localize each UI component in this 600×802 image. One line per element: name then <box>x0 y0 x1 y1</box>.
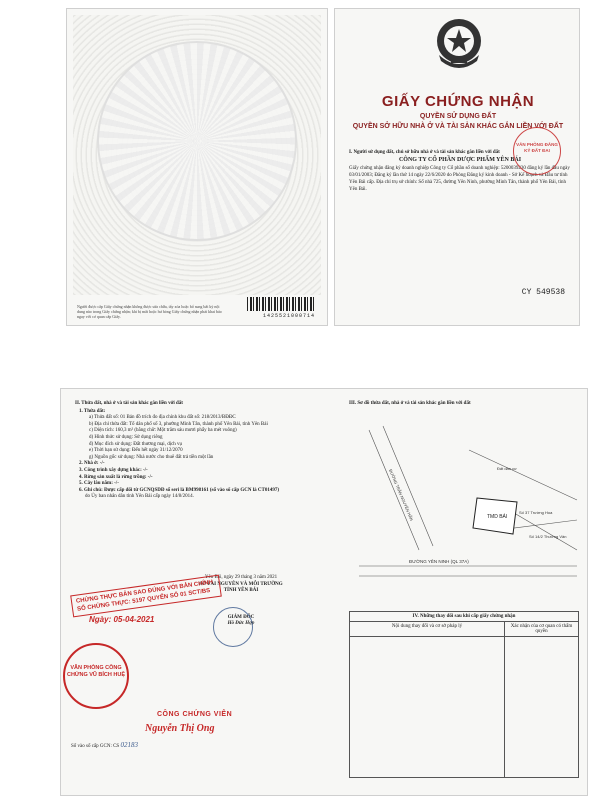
rosette-watermark <box>97 41 297 241</box>
barcode-number: 1425521000714 <box>262 313 315 319</box>
other-asset-line: 4. Rừng sản xuất là rừng trồng: -/- <box>79 474 153 480</box>
changes-col-confirm: Xác nhận của cơ quan có thẩm quyền <box>510 624 573 634</box>
other-asset-line: 2. Nhà ở: -/- <box>79 461 105 467</box>
warning-note: Người được cấp Giấy chứng nhận không được sửa chữa, tẩy xóa hoặc bổ sung bất kỳ nội dung nào trong Giấy chứng nhận; khi bị mất hoặc hư hỏng Giấy chứng nhận phải khai báo ngay với cơ quan cấp Giấy. <box>77 304 222 319</box>
road-label-b: Số 37 Trường Hoa <box>519 509 553 515</box>
changes-col-content: Nội dung thay đổi và cơ sở pháp lý <box>350 622 505 636</box>
land-line: e) Thời hạn sử dụng: Đến hết ngày 31/12/2070 <box>89 448 183 454</box>
other-asset-line: 3. Công trình xây dựng khác: -/- <box>79 467 148 473</box>
certificate-inner-page <box>60 388 588 796</box>
certificate-front-page <box>334 8 580 326</box>
signer-name: Hồ Đức Hợp <box>227 621 255 626</box>
land-line: a) Thửa đất số: 01 Bản đồ trích đo địa chính khu đất số: 218/2013/BĐĐC <box>89 415 236 421</box>
notary-title: CÔNG CHỨNG VIÊN <box>157 711 233 718</box>
road-label-a: ĐƯỜNG TRẦN NGUYÊN HÃN <box>388 468 415 522</box>
land-line: d) Hình thức sử dụng: Sử dụng riêng <box>89 434 163 440</box>
plot-label: TMD BÁI <box>487 513 508 520</box>
certificate-back-page <box>66 8 328 326</box>
road-label-d: Đất dân cư <box>497 465 517 471</box>
guilloche-pattern <box>73 15 321 295</box>
land-line: b) Địa chỉ thửa đất: Tổ dân phố số 3, phường Minh Tân, thành phố Yên Bái, tỉnh Yên Bái <box>89 421 268 427</box>
serial-number: CY 549538 <box>521 288 565 297</box>
road-edge-line <box>383 426 433 546</box>
land-details-section <box>75 401 337 501</box>
sign-organization: SỞ TÀI NGUYÊN VÀ MÔI TRƯỜNG <box>199 581 283 587</box>
section-3-heading: III. Sơ đồ thửa đất, nhà ở và tài sản khác gắn liền với đất <box>349 401 471 406</box>
road-edge-line <box>369 430 419 550</box>
boundary-line <box>469 450 577 500</box>
changes-cell <box>505 637 578 777</box>
section-2-heading: II. Thửa đất, nhà ở và tài sản khác gắn liền với đất <box>75 401 183 406</box>
note-line: do Ủy ban nhân dân tỉnh Yên Bái cấp ngày 14/8/2014. <box>85 494 194 500</box>
plot-map <box>349 410 579 588</box>
registration-value: 02183 <box>120 741 138 749</box>
owner-details: Giấy chứng nhận đăng ký doanh nghiệp Công ty Cổ phần số doanh nghiệp: 5200039230 đăng ký lần đầu ngày 03/01/2003; Đăng ký lần thứ 14 ngày 22/6/2020 do Phòng Đăng ký kinh doanh - Sở Kế hoạch và Đầu tư tỉnh Yên Bái cấp. Địa chỉ trụ sở chính: Số nhà 725, đường Yên Ninh, phường Minh Tân, thành phố Yên Bái, tỉnh Yên Bái. <box>349 166 570 192</box>
note-line: 6. Ghi chú: Được cấp đổi từ GCNQSDĐ số seri là BM998161 (số vào sổ cấp GCN là CT01497) <box>79 487 280 493</box>
land-line: g) Nguồn gốc sử dụng: Nhà nước cho thuê đất trả tiền một lần <box>89 454 214 460</box>
registration-label: Số vào sổ cấp GCN: CS <box>71 744 120 749</box>
sign-title: GIÁM ĐỐC <box>227 614 255 620</box>
certificate-title: GIẤY CHỨNG NHẬN <box>381 93 535 110</box>
department-seal-icon <box>213 607 253 647</box>
changes-table-header <box>350 622 578 637</box>
land-plot-heading: 1. Thửa đất: <box>79 408 106 414</box>
road-label-main: ĐƯỜNG YÊN NINH (QL 37A) <box>409 558 469 564</box>
changes-table <box>349 611 579 778</box>
certificate-subtitle-1: QUYỀN SỬ DỤNG ĐẤT <box>419 113 497 120</box>
registration-number <box>71 741 138 749</box>
national-emblem-icon <box>431 15 487 73</box>
plot-map-drawing <box>349 410 579 588</box>
sign-date: Yên Bái, ngày 29 tháng 3 năm 2021 <box>204 575 278 580</box>
sign-province: TỈNH YÊN BÁI <box>223 588 259 593</box>
changes-cell <box>350 637 505 777</box>
owner-company-name: CÔNG TY CỔ PHẦN DƯỢC PHẨM YÊN BÁI <box>398 157 522 163</box>
notary-office-seal: VĂN PHÒNG CÔNG CHỨNG VŨ BÍCH HUỆ <box>63 643 129 709</box>
other-asset-line: 5. Cây lâu năm: -/- <box>79 481 119 487</box>
registration-office-seal: VĂN PHÒNG ĐĂNG KÝ ĐẤT ĐAI <box>513 127 561 175</box>
land-line: đ) Mục đích sử dụng: Đất thương mại, dịch vụ <box>89 441 183 447</box>
plot-diagram-section <box>349 401 581 588</box>
section-4-heading: IV. Những thay đổi sau khi cấp giấy chứng nhận <box>350 612 578 622</box>
copy-certification-stamp: CHỨNG THỰC BẢN SAO ĐÚNG VỚI BẢN CHÍNH SỐ CHỨNG THỰC: 5197 QUYỂN SỐ 01 SCT/BS <box>70 575 222 618</box>
section-1-heading: I. Người sử dụng đất, chủ sở hữu nhà ở và tài sản khác gắn liền với đất <box>349 150 500 155</box>
copy-certification-date: Ngày: 05-04-2021 <box>89 615 155 624</box>
land-line: c) Diện tích: 160,3 m² (bằng chữ: Một trăm sáu mươi phẩy ba mét vuông) <box>89 428 237 434</box>
notary-signature: Nguyễn Thị Ong <box>145 723 215 734</box>
changes-table-body <box>350 637 578 777</box>
certificate-subtitle-2: QUYỀN SỞ HỮU NHÀ Ở VÀ TÀI SẢN KHÁC GẮN LIỀN VỚI ĐẤT <box>352 123 564 130</box>
boundary-line <box>509 510 577 550</box>
barcode-icon <box>247 297 315 311</box>
road-label-c: Số 14/2 Thường Vân <box>529 533 567 539</box>
